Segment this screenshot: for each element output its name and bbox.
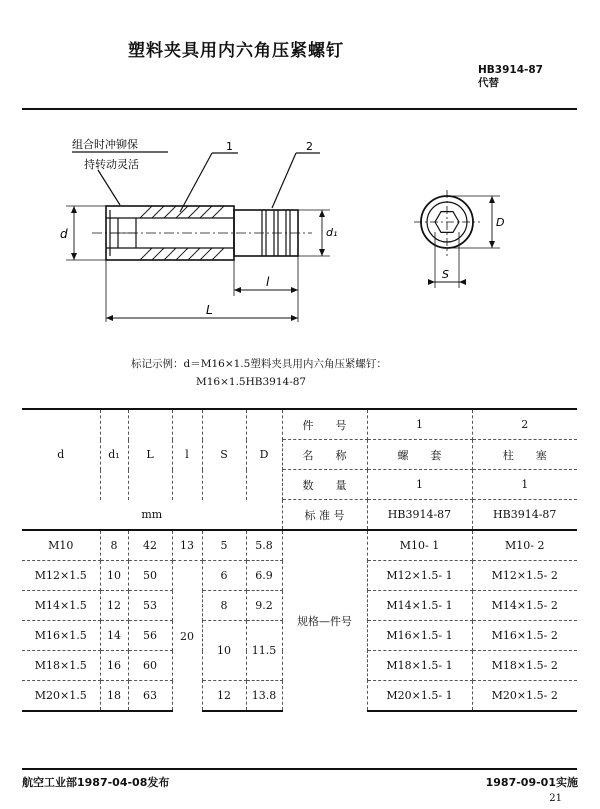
cell-spec-2: M12×1.5- 2 bbox=[472, 561, 577, 591]
cell-d1: 8 bbox=[100, 530, 128, 561]
implement-date: 1987-09-01实施 bbox=[485, 776, 578, 789]
footer-rule bbox=[22, 768, 577, 770]
cell-L: 63 bbox=[128, 681, 172, 712]
note-line-1: 组合时冲铆保 bbox=[72, 138, 138, 151]
example-line-2: M16×1.5HB3914-87 bbox=[196, 376, 307, 388]
cell-d1: 12 bbox=[100, 591, 128, 621]
screw-drawing bbox=[0, 120, 600, 350]
cell-spec-2: M10- 2 bbox=[472, 530, 577, 561]
cell-spec-2: M16×1.5- 2 bbox=[472, 621, 577, 651]
col-header-d: d bbox=[22, 409, 100, 500]
col-header-L: L bbox=[128, 409, 172, 500]
part-name-1: 螺 套 bbox=[367, 440, 472, 470]
cell-spec-1: M16×1.5- 1 bbox=[367, 621, 472, 651]
part-qty-2: 1 bbox=[472, 470, 577, 500]
cell-spec-2: M20×1.5- 2 bbox=[472, 681, 577, 712]
cell-d1: 14 bbox=[100, 621, 128, 651]
spec-label: 规格—件号 bbox=[282, 530, 367, 711]
cell-d: M16×1.5 bbox=[22, 621, 100, 651]
marking-example bbox=[131, 355, 387, 391]
part-no-2: 2 bbox=[472, 409, 577, 440]
cell-d1: 18 bbox=[100, 681, 128, 712]
part-no-label: 件 号 bbox=[282, 409, 367, 440]
cell-spec-1: M12×1.5- 1 bbox=[367, 561, 472, 591]
cell-D: 13.8 bbox=[246, 681, 282, 712]
cell-spec-1: M20×1.5- 1 bbox=[367, 681, 472, 712]
cell-D: 9.2 bbox=[246, 591, 282, 621]
header-row-part-no bbox=[22, 409, 577, 440]
cell-d: M20×1.5 bbox=[22, 681, 100, 712]
cell-L: 60 bbox=[128, 651, 172, 681]
part-name-2: 柱 塞 bbox=[472, 440, 577, 470]
cell-L: 53 bbox=[128, 591, 172, 621]
cell-l: 13 bbox=[172, 530, 202, 561]
col-header-l: l bbox=[172, 409, 202, 500]
label-d: d bbox=[60, 227, 68, 241]
unit-label: mm bbox=[22, 500, 282, 531]
part-no-1: 1 bbox=[367, 409, 472, 440]
col-header-d1: d₁ bbox=[100, 409, 128, 500]
replaces-label: 代替 bbox=[478, 77, 499, 89]
cell-L: 42 bbox=[128, 530, 172, 561]
label-D: D bbox=[496, 216, 505, 229]
callout-2: 2 bbox=[306, 140, 313, 153]
cell-d: M10 bbox=[22, 530, 100, 561]
label-l: l bbox=[266, 275, 270, 289]
cell-L: 56 bbox=[128, 621, 172, 651]
table-row bbox=[22, 530, 577, 561]
standard-number-block bbox=[478, 64, 543, 90]
cell-S: 12 bbox=[202, 681, 246, 712]
cell-S: 6 bbox=[202, 561, 246, 591]
cell-spec-1: M10- 1 bbox=[367, 530, 472, 561]
part-qty-1: 1 bbox=[367, 470, 472, 500]
cell-S: 8 bbox=[202, 591, 246, 621]
page-number: 21 bbox=[549, 793, 562, 804]
cell-l-merged: 20 bbox=[172, 561, 202, 712]
page-title: 塑料夹具用内六角压紧螺钉 bbox=[128, 41, 344, 61]
cell-L: 50 bbox=[128, 561, 172, 591]
unit-row bbox=[22, 500, 577, 531]
cell-d: M18×1.5 bbox=[22, 651, 100, 681]
header-rule bbox=[22, 108, 577, 110]
col-header-D: D bbox=[246, 409, 282, 500]
label-d1: d₁ bbox=[326, 226, 338, 239]
std-no-2: HB3914-87 bbox=[493, 508, 557, 521]
cell-D-merged: 11.5 bbox=[246, 621, 282, 681]
label-L: L bbox=[206, 303, 213, 317]
cell-spec-2: M14×1.5- 2 bbox=[472, 591, 577, 621]
qty-label: 数 量 bbox=[282, 470, 367, 500]
name-label: 名 称 bbox=[282, 440, 367, 470]
note-line-2: 持转动灵活 bbox=[84, 158, 139, 171]
cell-D: 5.8 bbox=[246, 530, 282, 561]
label-S: S bbox=[442, 268, 449, 281]
cell-d: M12×1.5 bbox=[22, 561, 100, 591]
std-no-1: HB3914-87 bbox=[367, 500, 472, 531]
cell-S: 5 bbox=[202, 530, 246, 561]
cell-d1: 16 bbox=[100, 651, 128, 681]
cell-d1: 10 bbox=[100, 561, 128, 591]
std-label: 标 准 号 bbox=[282, 500, 367, 531]
cell-spec-1: M18×1.5- 1 bbox=[367, 651, 472, 681]
cell-spec-2: M18×1.5- 2 bbox=[472, 651, 577, 681]
cell-D: 6.9 bbox=[246, 561, 282, 591]
note-leader bbox=[98, 170, 120, 205]
callout-1: 1 bbox=[226, 140, 233, 153]
publish-date: 航空工业部1987-04-08发布 bbox=[22, 776, 170, 789]
spec-table bbox=[22, 408, 577, 712]
cell-d: M14×1.5 bbox=[22, 591, 100, 621]
col-header-S: S bbox=[202, 409, 246, 500]
example-line-1: 标记示例：d＝M16×1.5塑料夹具用内六角压紧螺钉： bbox=[131, 358, 387, 370]
cell-spec-1: M14×1.5- 1 bbox=[367, 591, 472, 621]
standard-number: HB3914-87 bbox=[478, 64, 543, 76]
cell-S-merged: 10 bbox=[202, 621, 246, 681]
